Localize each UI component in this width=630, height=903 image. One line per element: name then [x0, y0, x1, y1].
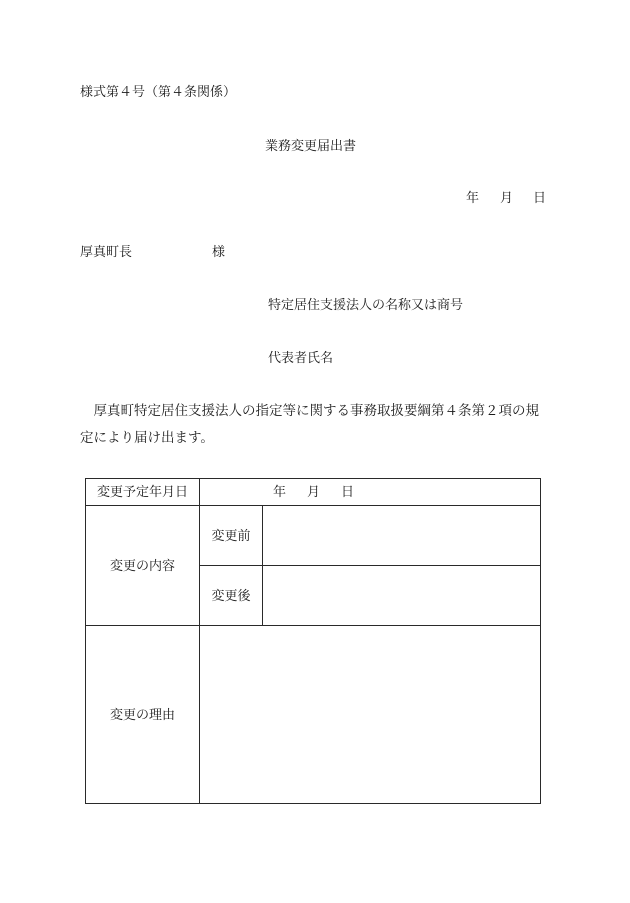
after-label: 変更後: [200, 566, 263, 626]
form-number: 様式第４号（第４条関係）: [80, 84, 237, 99]
scheduled-month-label: 月: [307, 484, 321, 499]
table-row-scheduled-date: [86, 479, 541, 506]
change-details-table: [85, 478, 541, 804]
document-title: 業務変更届出書: [265, 138, 357, 153]
scheduled-date-label: 変更予定年月日: [86, 479, 200, 506]
table-row-before: [86, 506, 541, 566]
scheduled-date-value: [200, 479, 541, 506]
addressee-name: 厚真町長: [80, 244, 133, 259]
date-year-label: 年: [466, 190, 480, 205]
change-content-label: 変更の内容: [86, 506, 200, 626]
scheduled-day-label: 日: [341, 484, 355, 499]
representative-label: 代表者氏名: [268, 350, 334, 365]
addressee-honorific: 様: [212, 244, 226, 259]
before-value: [263, 506, 541, 566]
after-value: [263, 566, 541, 626]
table-row-reason: [86, 626, 541, 804]
scheduled-year-label: 年: [273, 484, 287, 499]
before-label: 変更前: [200, 506, 263, 566]
date-day-label: 日: [533, 190, 547, 205]
applicant-name-label: 特定居住支援法人の名称又は商号: [268, 297, 464, 312]
reason-value: [200, 626, 541, 804]
date-month-label: 月: [500, 190, 514, 205]
body-text: 厚真町特定居住支援法人の指定等に関する事務取扱要綱第４条第２項の規定により届け出ます。: [80, 403, 539, 445]
reason-label: 変更の理由: [86, 626, 200, 804]
